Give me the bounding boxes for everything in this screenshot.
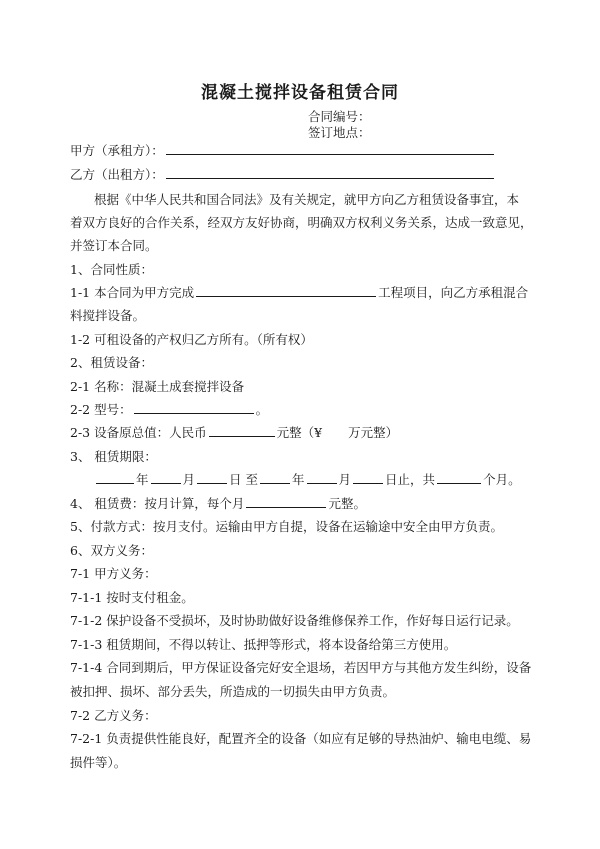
party-b-blank[interactable]	[166, 178, 494, 179]
contract-number-label: 合同编号：	[308, 109, 371, 124]
clause-1-1	[70, 283, 528, 301]
total-months-blank[interactable]	[437, 471, 481, 484]
clause-1-1-text-a: 1-1 本合同为甲方完成	[70, 285, 195, 300]
clause-7-2: 7-2 乙方义务：	[70, 708, 157, 723]
end-month-blank[interactable]	[307, 471, 337, 484]
clause-7-1: 7-1 甲方义务：	[70, 566, 157, 581]
clause-4-text: 4、 租赁费：按月计算，每个月	[70, 496, 245, 511]
clause-2-3-text-b: 元整（¥	[276, 425, 323, 440]
sign-place-label: 签订地点：	[308, 125, 371, 140]
lease-period-line	[94, 470, 521, 488]
month-label: 月	[182, 472, 196, 487]
start-day-blank[interactable]	[197, 471, 227, 484]
clause-2-2	[70, 400, 268, 418]
clause-2-2-text: 2-2 型号：	[70, 402, 132, 417]
clause-2-3-text-a: 2-3 设备原总值：人民币	[70, 425, 207, 440]
intro-line-3: 并签订本合同。	[70, 238, 158, 253]
end-year-blank[interactable]	[260, 471, 290, 484]
party-a-blank[interactable]	[166, 154, 494, 155]
intro-line-2: 着双方良好的合作关系，经双方友好协商，明确双方权利义务关系，达成一致意见，	[70, 215, 533, 230]
clause-4	[70, 494, 366, 512]
clause-2-3	[70, 423, 398, 441]
clause-7-1-2: 7-1-2 保护设备不受损坏，及时协助做好设备维修保养工作，作好每日运行记录。	[70, 613, 519, 628]
clause-7-1-3: 7-1-3 租赁期间，不得以转让、抵押等形式，将本设备给第三方使用。	[70, 637, 457, 652]
intro-line-1: 根据《中华人民共和国合同法》及有关规定，就甲方向乙方租赁设备事宜，本	[94, 192, 520, 207]
clause-4-end: 元整。	[328, 496, 366, 511]
start-year-blank[interactable]	[96, 471, 134, 484]
day-to-label: 日 至	[229, 472, 259, 487]
day-end-label: 日止，共	[385, 472, 436, 487]
clause-1-1-text-b: 工程项目，向乙方承租混合	[378, 285, 529, 300]
clause-1-2: 1-2 可租设备的产权归乙方所有。（所有权）	[70, 332, 313, 347]
monthly-fee-blank[interactable]	[246, 495, 326, 508]
clause-5: 5、付款方式：按月支付。运输由甲方自提，设备在运输途中安全由甲方负责。	[70, 519, 503, 534]
year-label-2: 年	[292, 472, 305, 487]
section-3-heading: 3、 租赁期限：	[70, 449, 157, 464]
section-6-heading: 6、双方义务：	[70, 543, 153, 558]
clause-7-1-4: 7-1-4 合同到期后，甲方保证设备完好安全退场，若因甲方与其他方发生纠纷，设备	[70, 660, 532, 675]
year-label: 年	[136, 472, 149, 487]
party-a-label: 甲方（承租方）：	[70, 143, 164, 158]
months-label: 个月。	[483, 472, 521, 487]
page-title: 混凝土搅拌设备租赁合同	[201, 83, 399, 103]
section-2-heading: 2、租赁设备：	[70, 355, 153, 370]
model-blank[interactable]	[134, 401, 254, 414]
clause-2-3-text-c: 万元整）	[348, 425, 399, 440]
party-b-label: 乙方（出租方）：	[70, 167, 164, 182]
clause-2-2-end: 。	[255, 402, 269, 417]
start-month-blank[interactable]	[151, 471, 181, 484]
total-value-blank[interactable]	[209, 424, 275, 437]
end-day-blank[interactable]	[353, 471, 383, 484]
clause-7-2-1-cont: 损件等）。	[70, 755, 127, 770]
clause-7-1-4-cont: 被扣押、损坏、部分丢失，所造成的一切损失由甲方负责。	[70, 684, 396, 699]
clause-7-1-1: 7-1-1 按时支付租金。	[70, 590, 194, 605]
project-name-blank[interactable]	[196, 284, 376, 297]
clause-1-1-cont: 料搅拌设备。	[70, 308, 146, 323]
section-1-heading: 1、合同性质：	[70, 262, 153, 277]
month-label-2: 月	[338, 472, 352, 487]
clause-2-1: 2-1 名称：混凝土成套搅拌设备	[70, 379, 245, 394]
clause-7-2-1: 7-2-1 负责提供性能良好，配置齐全的设备（如应有足够的导热油炉、输电电缆、易	[70, 731, 532, 746]
